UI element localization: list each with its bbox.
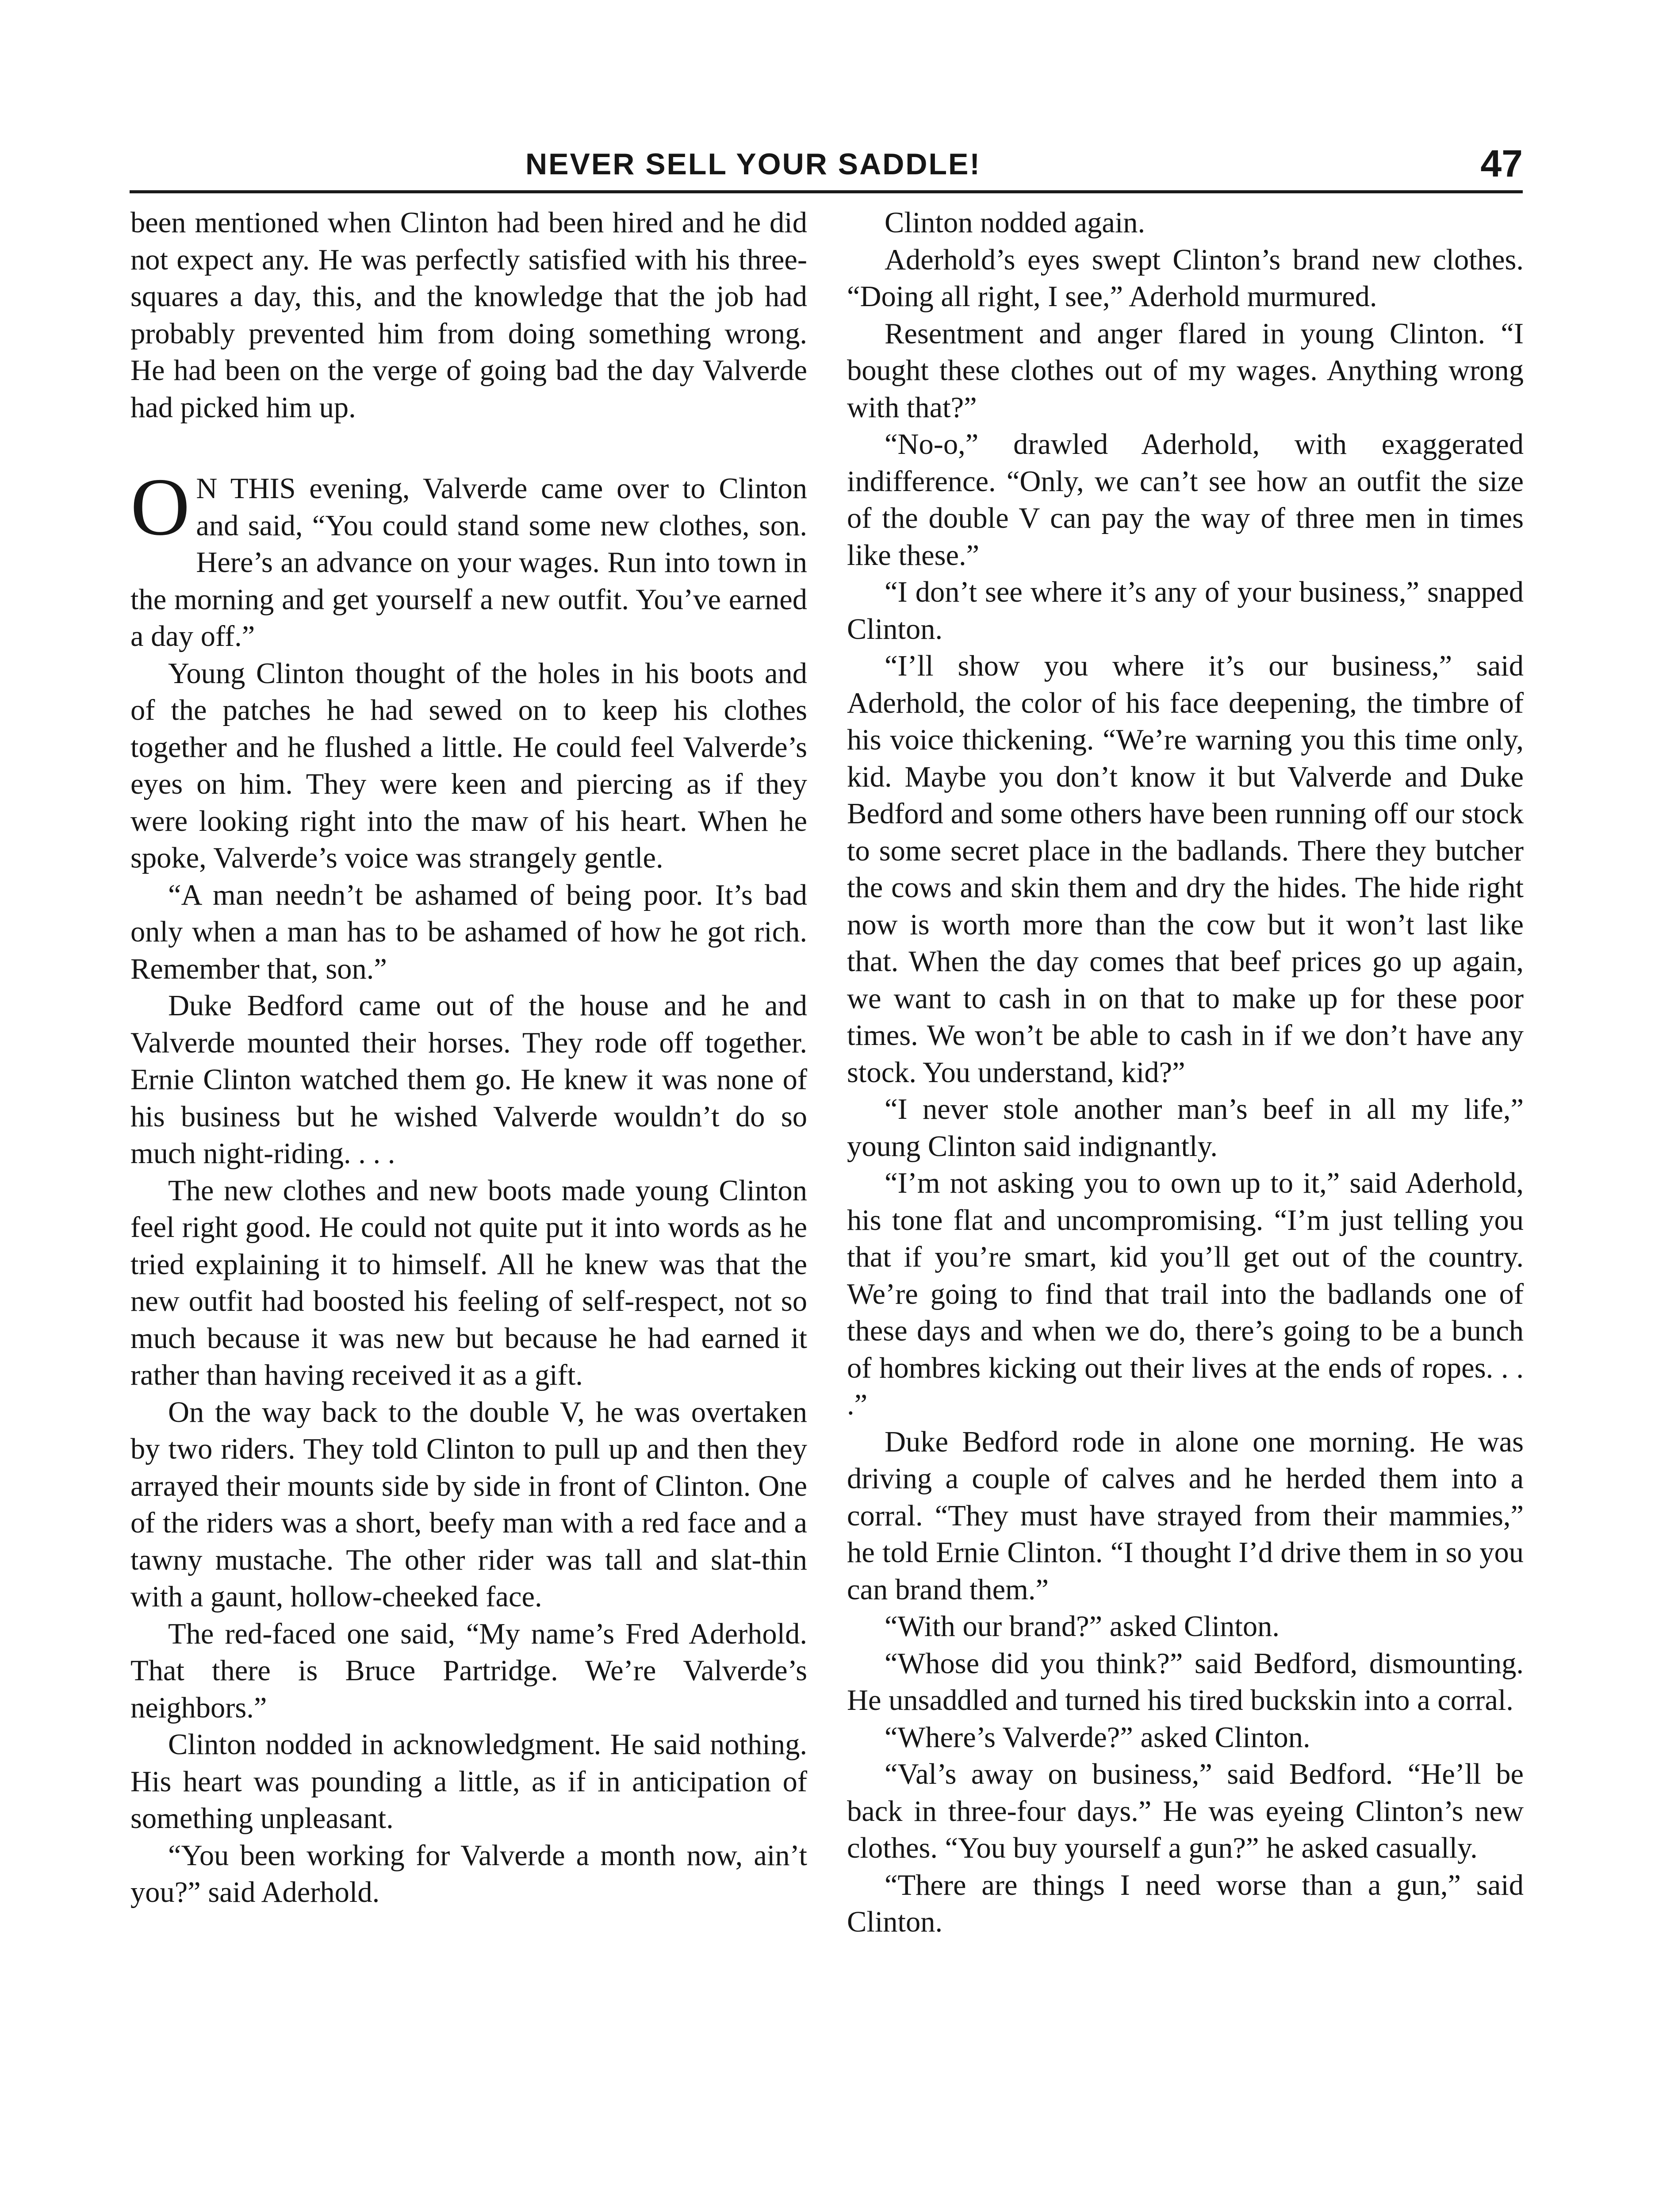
left-column (130, 204, 807, 1911)
running-title: NEVER SELL YOUR SADDLE! (525, 147, 981, 181)
page-number: 47 (1480, 142, 1523, 185)
page-header (130, 128, 1523, 193)
paragraph: “Val’s away on business,” said Bedford. “He’ll be back in three-four days.” He was eyeing Clinton’s new clothes. “You buy yourself a gun?” he asked casually. (847, 1758, 1524, 1864)
paragraph: “You been working for Valverde a month now, ain’t you?” said Aderhold. (130, 1839, 807, 1909)
paragraph: The new clothes and new boots made young Clinton feel right good. He could not quite put it into words as he tried explaining it to himself. All he knew was that the new outfit had boosted his feeling of self-respect, not so much because it was new but because he had earned it rather than having received it as a gift. (130, 1174, 807, 1391)
paragraph: “I never stole another man’s beef in all my life,” young Clinton said indignantly. (847, 1093, 1524, 1163)
paragraph: Clinton nodded again. (885, 207, 1145, 239)
paragraph: Duke Bedford came out of the house and he and Valverde mounted their horses. They rode off together. Ernie Clinton watched them go. He knew it was none of his business but he wished Valverde wouldn’t do so much night-riding. . . . (130, 990, 807, 1170)
paragraph-dropcap (130, 461, 807, 655)
paragraph: been mentioned when Clinton had been hired and he did not expect any. He was perfectly satisfied with his three-squares a day, this, and the knowledge that the job had probably prevented him from doing something wrong. He had been on the verge of going bad the day Valverde had picked him up. (130, 207, 807, 424)
paragraph: “With our brand?” asked Clinton. (885, 1610, 1280, 1643)
right-column (847, 204, 1524, 1941)
paragraph: Aderhold’s eyes swept Clinton’s brand new clothes. “Doing all right, I see,” Aderhold murmured. (847, 243, 1524, 313)
paragraph: “I’ll show you where it’s our business,” said Aderhold, the color of his face deepening, the timbre of his voice thickening. “We’re warning you this time only, kid. Maybe you don’t know it but Valverde and Duke Bedford and some others have been running off our stock to some secret place in the badlands. There they butcher the cows and skin them and dry the hides. The hide right now is worth more than the cow but it won’t last like that. When the day comes that beef prices go up again, we want to cash in on that to make up for these poor times. We won’t be able to cash in if we don’t have any stock. You understand, kid?” (847, 650, 1524, 1089)
paragraph: Young Clinton thought of the holes in his boots and of the patches he had sewed on to keep his clothes together and he flushed a little. He could feel Valverde’s eyes on him. They were keen and piercing as if they were looking right into the maw of his heart. When he spoke, Valverde’s voice was strangely gentle. (130, 657, 807, 874)
paragraph: The red-faced one said, “My name’s Fred Aderhold. That there is Bruce Partridge. We’re Valverde’s neighbors.” (130, 1617, 807, 1724)
paragraph: Resentment and anger flared in young Clinton. “I bought these clothes out of my wages. Anything wrong with that?” (847, 317, 1524, 424)
paragraph: “I don’t see where it’s any of your business,” snapped Clinton. (847, 576, 1524, 645)
paragraph: “No-o,” drawled Aderhold, with exaggerated indifference. “Only, we can’t see how an outfit the size of the double V can pay the way of three men in times like these.” (847, 428, 1524, 572)
drop-cap: O (130, 461, 190, 553)
paragraph: On the way back to the double V, he was overtaken by two riders. They told Clinton to pull up and then they arrayed their mounts side by side in front of Clinton. One of the riders was a short, beefy man with a red face and a tawny mustache. The other rider was tall and slat-thin with a gaunt, hollow-cheeked face. (130, 1396, 807, 1613)
paragraph: “Where’s Valverde?” asked Clinton. (885, 1721, 1310, 1754)
paragraph: “There are things I need worse than a gun,” said Clinton. (847, 1869, 1524, 1938)
paragraph: “Whose did you think?” said Bedford, dismounting. He unsaddled and turned his tired buckskin into a corral. (847, 1647, 1524, 1717)
paragraph: Duke Bedford rode in alone one morning. He was driving a couple of calves and he herded them into a corral. “They must have strayed from their mammies,” he told Ernie Clinton. “I thought I’d drive them in so you can brand them.” (847, 1425, 1524, 1606)
paragraph: “I’m not asking you to own up to it,” said Aderhold, his tone flat and uncompromising. “I’m just telling you that if you’re smart, kid you’ll get out of the country. We’re going to find that trail into the badlands one of these days and when we do, there’s going to be a bunch of hombres kicking out their lives at the ends of ropes. . . .” (847, 1167, 1524, 1421)
paragraph-text: N THIS evening, Valverde came over to Clinton and said, “You could stand some new clothes, son. Here’s an advance on your wages. Run into town in the morning and get yourself a new outfit. You’ve earned a day off.” (130, 472, 807, 653)
paragraph: Clinton nodded in acknowledgment. He said nothing. His heart was pounding a little, as if in anticipation of something unpleasant. (130, 1728, 807, 1835)
paragraph: “A man needn’t be ashamed of being poor. It’s bad only when a man has to be ashamed of how he got rich. Remember that, son.” (130, 879, 807, 985)
